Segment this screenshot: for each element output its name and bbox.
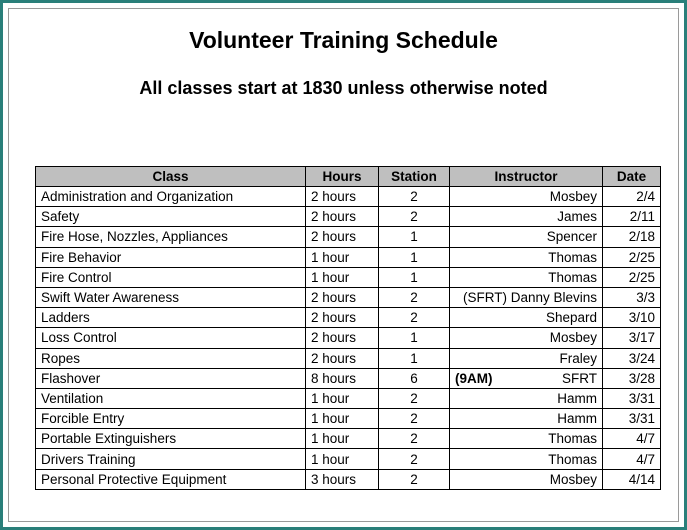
cell-class: Safety — [36, 207, 306, 227]
cell-instructor — [450, 429, 603, 449]
cell-class: Ventilation — [36, 388, 306, 408]
cell-class: Portable Extinguishers — [36, 429, 306, 449]
header-class: Class — [36, 167, 306, 187]
cell-date: 3/24 — [603, 348, 661, 368]
cell-hours: 1 hour — [306, 267, 379, 287]
cell-station: 1 — [379, 267, 450, 287]
cell-date: 2/4 — [603, 187, 661, 207]
cell-date: 4/7 — [603, 429, 661, 449]
table-header-row — [36, 167, 661, 187]
cell-class: Fire Behavior — [36, 247, 306, 267]
cell-date: 3/31 — [603, 409, 661, 429]
cell-date: 3/17 — [603, 328, 661, 348]
instructor-name: Hamm — [557, 390, 597, 406]
cell-date: 2/25 — [603, 267, 661, 287]
instructor-name: Thomas — [548, 269, 597, 285]
cell-instructor — [450, 187, 603, 207]
table-row — [36, 469, 661, 489]
cell-hours: 2 hours — [306, 207, 379, 227]
cell-instructor — [450, 328, 603, 348]
instructor-name: James — [557, 209, 597, 225]
table-row — [36, 267, 661, 287]
table-row — [36, 409, 661, 429]
cell-hours: 8 hours — [306, 368, 379, 388]
cell-instructor — [450, 469, 603, 489]
table-row — [36, 328, 661, 348]
cell-station: 1 — [379, 247, 450, 267]
table-row — [36, 449, 661, 469]
cell-class: Flashover — [36, 368, 306, 388]
cell-class: Ladders — [36, 308, 306, 328]
cell-instructor — [450, 409, 603, 429]
header-instructor: Instructor — [450, 167, 603, 187]
page-subtitle: All classes start at 1830 unless otherwise noted — [139, 78, 548, 98]
page-title: Volunteer Training Schedule — [189, 27, 498, 53]
cell-class: Administration and Organization — [36, 187, 306, 207]
cell-station: 1 — [379, 328, 450, 348]
table-row — [36, 368, 661, 388]
table-row — [36, 227, 661, 247]
cell-date: 4/14 — [603, 469, 661, 489]
header-station: Station — [379, 167, 450, 187]
schedule-table — [35, 166, 661, 490]
table-row — [36, 247, 661, 267]
cell-hours: 2 hours — [306, 328, 379, 348]
table-row — [36, 388, 661, 408]
cell-instructor — [450, 287, 603, 307]
instructor-name: Mosbey — [549, 189, 597, 205]
cell-station: 2 — [379, 409, 450, 429]
cell-class: Personal Protective Equipment — [36, 469, 306, 489]
instructor-name: Spencer — [546, 229, 597, 245]
instructor-name: Mosbey — [549, 471, 597, 487]
instructor-name: Thomas — [548, 431, 597, 447]
cell-station: 2 — [379, 469, 450, 489]
cell-station: 1 — [379, 227, 450, 247]
cell-class: Drivers Training — [36, 449, 306, 469]
table-row — [36, 287, 661, 307]
instructor-name: Hamm — [557, 411, 597, 427]
cell-instructor — [450, 207, 603, 227]
header-date: Date — [603, 167, 661, 187]
cell-instructor — [450, 308, 603, 328]
cell-instructor — [450, 368, 603, 388]
instructor-name: Mosbey — [549, 330, 597, 346]
cell-class: Fire Hose, Nozzles, Appliances — [36, 227, 306, 247]
cell-hours: 2 hours — [306, 227, 379, 247]
table-row — [36, 429, 661, 449]
cell-station: 2 — [379, 388, 450, 408]
cell-instructor — [450, 247, 603, 267]
instructor-name: SFRT — [561, 370, 597, 386]
instructor-name: Fraley — [559, 350, 597, 366]
cell-hours: 2 hours — [306, 308, 379, 328]
cell-date: 3/31 — [603, 388, 661, 408]
cell-class: Loss Control — [36, 328, 306, 348]
cell-station: 2 — [379, 207, 450, 227]
table-row — [36, 308, 661, 328]
cell-class: Fire Control — [36, 267, 306, 287]
cell-date: 2/11 — [603, 207, 661, 227]
instructor-name: (SFRT) Danny Blevins — [462, 290, 597, 306]
table-row — [36, 207, 661, 227]
cell-date: 4/7 — [603, 449, 661, 469]
cell-station: 2 — [379, 187, 450, 207]
header-hours: Hours — [306, 167, 379, 187]
cell-hours: 1 hour — [306, 429, 379, 449]
cell-station: 2 — [379, 308, 450, 328]
cell-class: Swift Water Awareness — [36, 287, 306, 307]
cell-hours: 1 hour — [306, 388, 379, 408]
cell-class: Ropes — [36, 348, 306, 368]
cell-instructor — [450, 227, 603, 247]
cell-instructor — [450, 267, 603, 287]
cell-date: 3/10 — [603, 308, 661, 328]
instructor-name: Thomas — [548, 249, 597, 265]
cell-station: 2 — [379, 449, 450, 469]
cell-hours: 2 hours — [306, 287, 379, 307]
cell-hours: 1 hour — [306, 247, 379, 267]
cell-hours: 2 hours — [306, 348, 379, 368]
cell-hours: 1 hour — [306, 449, 379, 469]
cell-hours: 1 hour — [306, 409, 379, 429]
instructor-name: Thomas — [548, 451, 597, 467]
table-row — [36, 348, 661, 368]
cell-note: (9AM) — [455, 370, 493, 386]
cell-station: 2 — [379, 429, 450, 449]
cell-station: 6 — [379, 368, 450, 388]
cell-instructor — [450, 388, 603, 408]
cell-date: 2/25 — [603, 247, 661, 267]
cell-date: 3/28 — [603, 368, 661, 388]
cell-station: 1 — [379, 348, 450, 368]
cell-date: 3/3 — [603, 287, 661, 307]
table-row — [36, 187, 661, 207]
cell-instructor — [450, 449, 603, 469]
cell-hours: 2 hours — [306, 187, 379, 207]
cell-instructor — [450, 348, 603, 368]
cell-station: 2 — [379, 287, 450, 307]
cell-class: Forcible Entry — [36, 409, 306, 429]
cell-date: 2/18 — [603, 227, 661, 247]
instructor-name: Shepard — [545, 310, 597, 326]
cell-hours: 3 hours — [306, 469, 379, 489]
